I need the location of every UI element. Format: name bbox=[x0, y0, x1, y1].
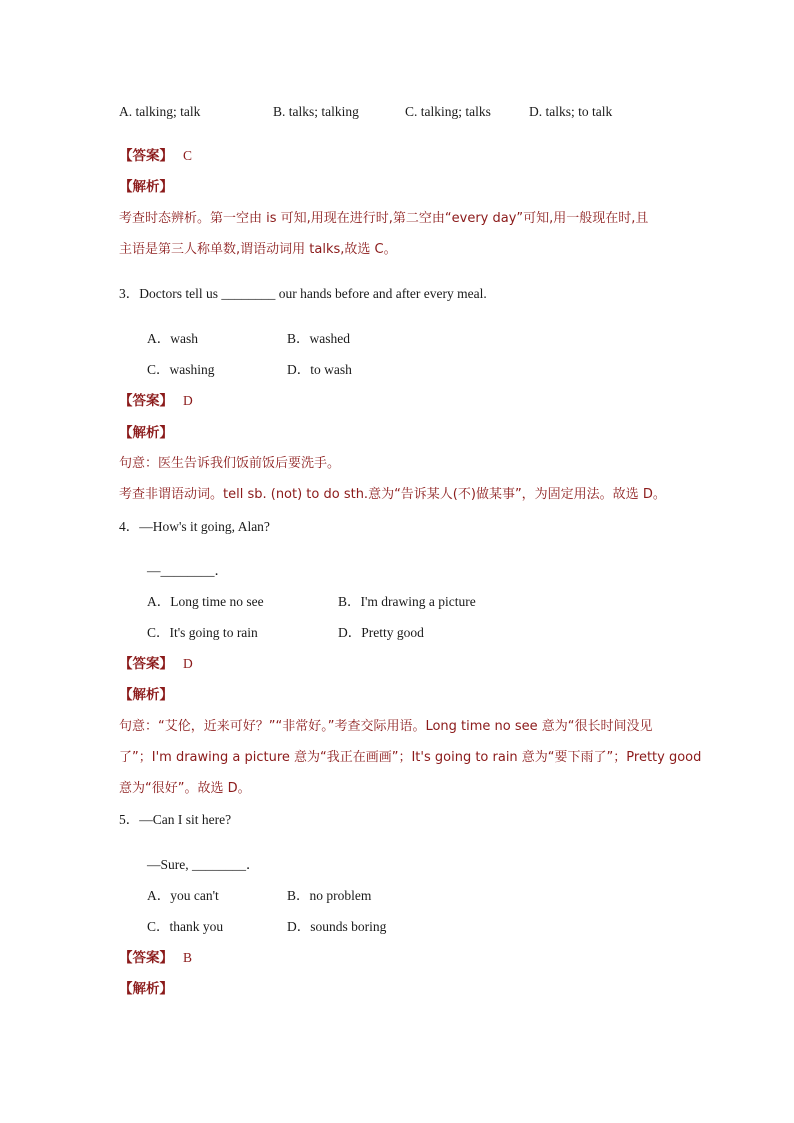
answer-value: B bbox=[183, 950, 193, 965]
q5-option-b: B．no problem bbox=[287, 888, 372, 903]
q3-option-a: A．wash bbox=[147, 331, 198, 346]
q3-analysis-line-2: 考查非谓语动词。tell sb. (not) to do sth.意为“告诉某人(不)做某事”，为固定用法。故选 D。 bbox=[119, 487, 666, 502]
answer-value: D bbox=[183, 393, 193, 408]
q4-analysis-line-1: 句意：“艾伦，近来可好？”“非常好。”考查交际用语。Long time no see 意为“很长时间没见 bbox=[119, 719, 653, 734]
q3-question: 3．Doctors tell us ________ our hands before and after every meal. bbox=[119, 286, 487, 301]
q4-response: —________． bbox=[147, 563, 228, 578]
q3-analysis-tag: 【解析】 bbox=[119, 425, 173, 441]
q3-option-b: B．washed bbox=[287, 331, 350, 346]
answer-tag: 【答案】 bbox=[119, 393, 173, 409]
q2-analysis-line-1: 考查时态辨析。第一空由 is 可知,用现在进行时,第二空由“every day”可知,用一般现在时,且 bbox=[119, 211, 649, 226]
answer-tag: 【答案】 bbox=[119, 148, 173, 164]
q4-answer-line bbox=[119, 655, 193, 673]
q3-option-d: D．to wash bbox=[287, 362, 352, 377]
q4-analysis-line-2: 了”；I'm drawing a picture 意为“我正在画画”；It's going to rain 意为“要下雨了”；Pretty good bbox=[119, 750, 702, 765]
q2-option-c: C. talking; talks bbox=[405, 104, 491, 119]
q4-option-b: B．I'm drawing a picture bbox=[338, 594, 476, 609]
answer-value: D bbox=[183, 656, 193, 671]
q4-option-a: A．Long time no see bbox=[147, 594, 264, 609]
answer-tag: 【答案】 bbox=[119, 656, 173, 672]
q2-answer-line bbox=[119, 147, 192, 165]
answer-value: C bbox=[183, 148, 193, 163]
q4-question: 4．—How's it going, Alan? bbox=[119, 519, 270, 534]
q2-option-d: D. talks; to talk bbox=[529, 104, 613, 119]
q4-analysis-tag: 【解析】 bbox=[119, 687, 173, 703]
q5-option-a: A．you can't bbox=[147, 888, 219, 903]
q4-analysis-line-3: 意为“很好”。故选 D。 bbox=[119, 781, 251, 796]
q4-option-c: C．It's going to rain bbox=[147, 625, 258, 640]
q2-analysis-tag: 【解析】 bbox=[119, 179, 173, 195]
q3-option-c: C．washing bbox=[147, 362, 215, 377]
q5-response: —Sure, ________． bbox=[147, 857, 260, 872]
q5-option-c: C．thank you bbox=[147, 919, 224, 934]
q5-answer-line bbox=[119, 949, 192, 967]
q5-option-d: D．sounds boring bbox=[287, 919, 387, 934]
q5-question: 5．—Can I sit here? bbox=[119, 812, 232, 827]
q2-option-b: B. talks; talking bbox=[273, 104, 359, 119]
q3-answer-line bbox=[119, 392, 193, 410]
q2-analysis-line-2: 主语是第三人称单数,谓语动词用 talks,故选 C。 bbox=[119, 242, 397, 257]
q5-analysis-tag: 【解析】 bbox=[119, 981, 173, 997]
answer-tag: 【答案】 bbox=[119, 950, 173, 966]
q3-analysis-line-1: 句意：医生告诉我们饭前饭后要洗手。 bbox=[119, 456, 341, 471]
q4-option-d: D．Pretty good bbox=[338, 625, 424, 640]
q2-option-a: A. talking; talk bbox=[119, 104, 201, 119]
